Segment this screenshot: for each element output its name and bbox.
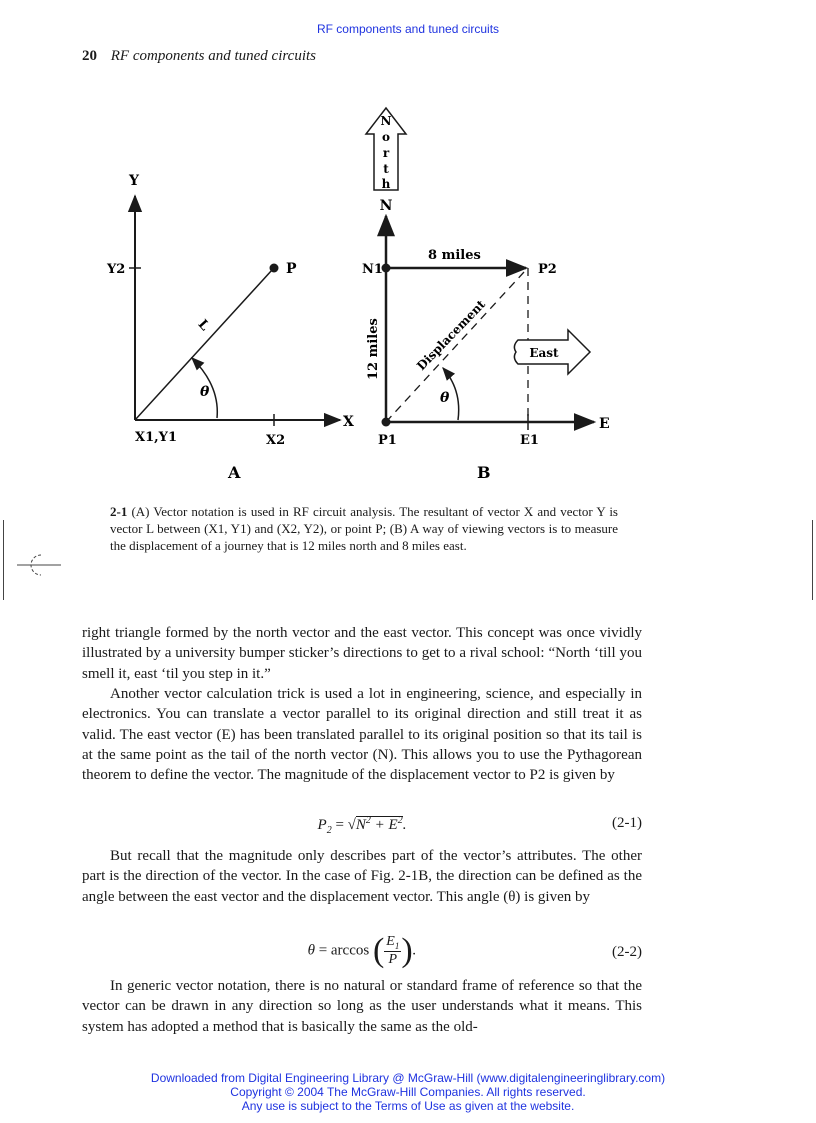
b-top-dist-label: 8 miles — [428, 248, 481, 263]
b-e1-label: E1 — [520, 433, 539, 448]
b-p2-label: P2 — [538, 262, 557, 277]
body-p4 — [82, 976, 642, 1037]
a-y2-label: Y2 — [107, 262, 126, 277]
registration-mark — [17, 550, 61, 580]
north-letter-h: h — [381, 177, 391, 191]
b-panel-label: B — [477, 463, 491, 482]
a-point-label: P — [286, 261, 297, 277]
a-y-label: Y — [129, 173, 139, 189]
a-x-label: X — [343, 414, 354, 430]
panel-a — [106, 173, 354, 482]
b-e-label: E — [599, 416, 610, 432]
b-side-dist-label: 12 miles — [366, 318, 381, 380]
footer-line-3: Any use is subject to the Terms of Use as given at the website. — [241, 1099, 575, 1113]
caption-fig-id: 2-1 — [110, 504, 128, 519]
b-p1-label: P1 — [378, 433, 397, 448]
equation-2-2-math: θ = arccos ( $\frac{E_1}{P}$ ). — [307, 932, 417, 969]
a-point-p — [270, 264, 279, 273]
north-letter-t: t — [383, 162, 389, 176]
equation-2-2-number: (2-2) — [612, 944, 642, 960]
footer — [0, 1071, 816, 1113]
panel-b — [362, 108, 610, 482]
a-vector-label: L — [194, 317, 212, 334]
b-n1-label: N1 — [362, 262, 383, 277]
equation-2-1-math: $P_2 = √N^2 + E^2$. — [317, 815, 407, 836]
paragraph-4: In generic vector notation, there is no natural or standard frame of reference so that the vector can be drawn in any direction so long as the user understands what it means. This system has adopted a method that is basically the same as the old- — [82, 978, 642, 1035]
running-head — [82, 48, 316, 65]
b-east-arrow-label: East — [529, 346, 559, 360]
paragraph-1: right triangle formed by the north vector and the east vector. This concept was once vividly illustrated by a university bumper sticker’s directions to get to a rival school: “North ‘till you smell it, east ‘til you step in it.” — [82, 625, 642, 682]
right-margin-line — [812, 520, 813, 600]
north-letter-n: N — [380, 114, 392, 128]
running-title: RF components and tuned circuits — [110, 48, 316, 64]
b-north-label: N — [379, 198, 393, 214]
north-letter-r: r — [382, 146, 390, 160]
north-letter-o: o — [381, 130, 391, 144]
body-p1 — [82, 623, 642, 684]
equation-2-1 — [82, 815, 642, 839]
b-angle-label: θ — [440, 390, 450, 406]
body-p2 — [82, 684, 642, 785]
paragraph-3: But recall that the magnitude only describes part of the vector’s attributes. The other part is the direction of the vector. In the case of Fig. 2-1B, the direction can be defined as the angle between the east vector and the displacement vector. This angle (θ) is given by — [82, 848, 642, 905]
footer-line-1[interactable]: Downloaded from Digital Engineering Library @ McGraw-Hill (www.digitalengineeringlibrary.com) — [150, 1071, 666, 1085]
page-number: 20 — [82, 48, 97, 64]
a-angle-label: θ — [200, 384, 210, 400]
a-panel-label: A — [228, 463, 241, 482]
body-p3 — [82, 846, 642, 907]
caption-text: (A) Vector notation is used in RF circuit analysis. The resultant of vector X and vector Y is vector L between (X1, Y1) and (X2, Y2), or point P; (B) A way of viewing vectors is to measure the displacement of a journey that is 12 miles north and 8 miles east. — [110, 504, 618, 553]
figure-2-1 — [100, 96, 620, 488]
equation-2-2 — [82, 928, 642, 974]
b-displacement — [386, 272, 524, 422]
figure-caption — [110, 503, 618, 554]
footer-line-2: Copyright © 2004 The McGraw-Hill Companies. All rights reserved. — [230, 1085, 586, 1099]
a-origin-label: X1,Y1 — [135, 430, 177, 445]
top-link[interactable]: RF components and tuned circuits — [316, 22, 500, 36]
left-margin-line — [3, 520, 4, 600]
b-displacement-label: Displacement — [414, 297, 489, 374]
a-x2-label: X2 — [266, 433, 286, 448]
b-point-p1 — [382, 418, 391, 427]
paragraph-2: Another vector calculation trick is used a lot in engineering, science, and especially in electronics. You can translate a vector parallel to its original direction and still treat it as valid. The east vector (E) has been translated parallel to its original position so that its tail is at the same point as the tail of the north vector (N). This allows you to use the Pythagorean theorem to define the vector. The magnitude of the displacement vector to P2 is given by — [82, 686, 642, 784]
equation-2-1-number: (2-1) — [612, 815, 642, 831]
